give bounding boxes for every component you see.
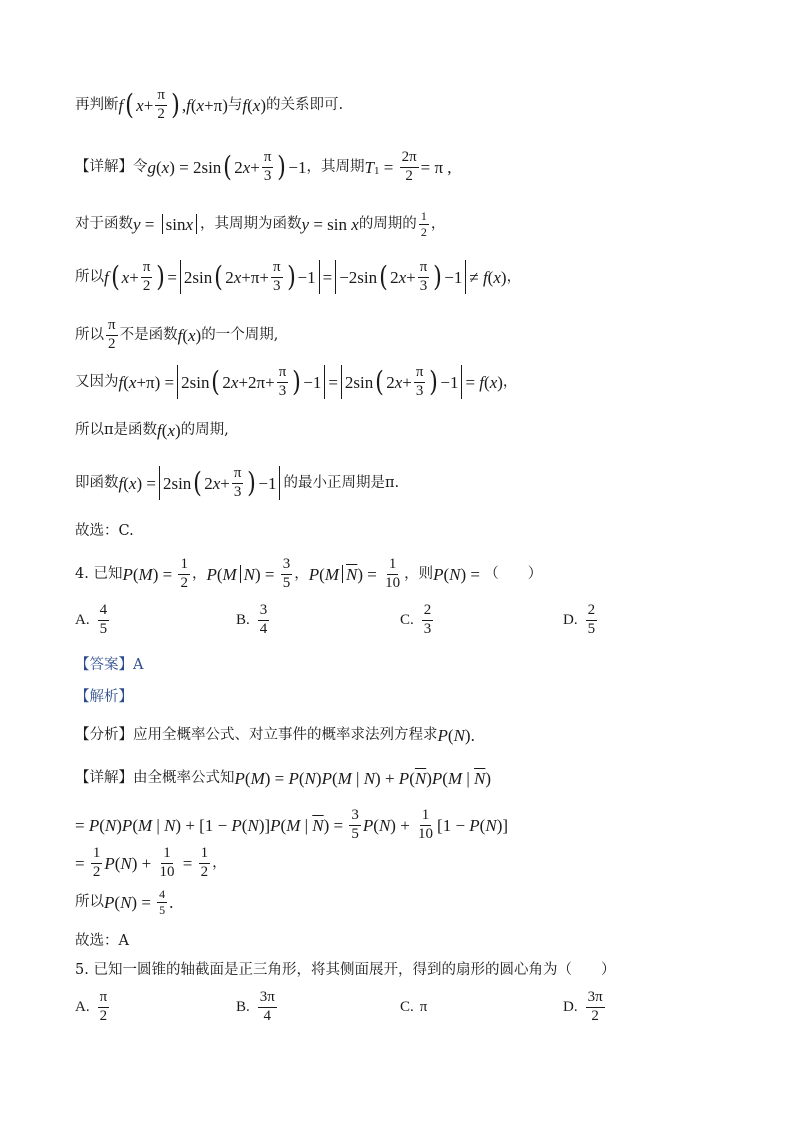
text: 的关系即可.: [266, 97, 344, 113]
line-youyin: 又因为 f ( x +π) = 2sin ( 2 x +2π+ $\frac{\pi}{3}$ ) −1 = 2sin ( 2 x + $\frac{\pi}{3}$ ) −1 = f ( x ) ，: [75, 364, 518, 399]
line-jihan: 即函数 f ( x ) = 2sin ( 2 x + $\frac{\pi}{3}$ ) −1 的最小正周期是π.: [75, 465, 400, 500]
line-expand-1: = P ( N ) P ( M | N ) + [1 − P ( N )] P ( M | $\overline{N}$ ) = $\frac{3}{5}$ P ( N ) + $\frac{1}{10}$ [1 − P ( N )]: [75, 807, 509, 842]
question-4: 4. 已知 P ( M ) = $\frac{1}{2}$ ， P ( M N ) = $\frac{3}{5}$ ， P ( M $\overline{N}$ ) = $\frac{1}{10}$ ，则 P ( N ) = （ ）: [75, 556, 543, 591]
text: 由全概率公式知: [133, 770, 235, 787]
line-guxuan-1: [75, 524, 134, 539]
text: ，其周期为函数: [200, 215, 302, 232]
q4-option-d: D. $\frac{2}{5}$: [563, 602, 596, 637]
text: 故选：C.: [75, 523, 134, 539]
text: 即函数: [75, 475, 119, 491]
text: 的一个周期,: [201, 327, 279, 343]
text: 对于函数: [75, 215, 133, 232]
line-expand-2: = $\frac{1}{2}$ P ( N ) + $\frac{1}{10}$ = $\frac{1}{2}$ ，: [75, 845, 227, 880]
text: 所以: [75, 893, 104, 910]
text: 又因为: [75, 374, 119, 390]
text: 的最小正周期是π.: [283, 475, 400, 491]
text: 所以: [75, 327, 104, 343]
line-duiyu: 对于函数 y = sin x ，其周期为函数 y = sin x 的周期的 $\frac{1}{2}$ ，: [75, 209, 446, 239]
xiangjie-tag: 【详解】: [75, 159, 133, 175]
xiangjie-tag: 【详解】: [75, 770, 133, 787]
q4-option-c: C. $\frac{2}{3}$: [400, 602, 432, 637]
q5-option-b: B. $\frac{3\pi}{4}$: [236, 989, 275, 1024]
q5-option-c: C. π: [400, 999, 428, 1015]
q4-num: 4. 已知: [75, 566, 123, 582]
line-pishi: 所以π是函数 f ( x ) 的周期,: [75, 421, 229, 440]
text: 与: [227, 97, 243, 113]
q4-option-b: B. $\frac{3}{4}$: [236, 602, 268, 637]
text: 所以: [75, 269, 104, 285]
q5-option-a: A. $\frac{\pi}{2}$: [75, 989, 108, 1024]
line-xiangjie-2: 【详解】 由全概率公式知 P ( M ) = P ( N ) P ( M | N ) + P ( $\overline{N}$ ) P ( M | $\overline{N}$ ): [75, 769, 492, 788]
q4-option-a: A. $\frac{4}{5}$: [75, 602, 108, 637]
answer-tag: 【答案】A: [75, 657, 144, 673]
text: 再判断: [75, 97, 119, 113]
line-xiangjie-1: 【详解】 令 g ( x ) = 2sin ( 2 x + $\frac{\pi}{3}$ ) −1 ，其周期 T 1 = $\frac{2\pi}{2}$ = π ,: [75, 149, 452, 184]
text: 的周期,: [180, 422, 229, 439]
line-guxuan-2: [75, 934, 129, 949]
fraction: $\frac{\pi}{2}$: [157, 87, 165, 122]
q4-blank: （ ）: [484, 566, 543, 582]
line-intro: 再判断 f ( x + $\frac{\pi}{2}$ ) , f ( x +π) 与 f ( x ) 的关系即可.: [75, 87, 344, 122]
text: 不是函数: [119, 327, 178, 343]
q5-option-d: D. $\frac{3\pi}{2}$: [563, 989, 603, 1024]
text: 故选：A: [75, 933, 129, 949]
question-5: [75, 963, 615, 978]
line-suoyi-1: 所以 f ( x + $\frac{\pi}{2}$ ) = 2sin ( 2 x +π+ $\frac{\pi}{3}$ ) −1 = −2sin ( 2 x + $\frac{\pi}{3}$ ) −1 ≠ f ( x ) ，: [75, 259, 522, 294]
jiexi-tag: 【解析】: [75, 689, 133, 705]
text: 令: [133, 159, 148, 175]
q5-text: 5. 已知一圆锥的轴截面是正三角形，将其侧面展开，得到的扇形的圆心角为（ ）: [75, 962, 616, 978]
text: ，其周期: [306, 159, 365, 175]
line-buzhi: 所以 $\frac{\pi}{2}$ 不是函数 f ( x ) 的一个周期,: [75, 317, 279, 352]
text: 的周期的: [358, 215, 417, 232]
text: 所以π是函数: [75, 422, 158, 439]
text: 【分析】应用全概率公式、对立事件的概率求法列方程求: [75, 727, 438, 744]
text: ，则: [404, 566, 434, 582]
line-fenxi: 【分析】应用全概率公式、对立事件的概率求法列方程求 P ( N ).: [75, 726, 475, 745]
line-so45: 所以 P ( N ) = $\frac{4}{5}$ .: [75, 887, 174, 917]
